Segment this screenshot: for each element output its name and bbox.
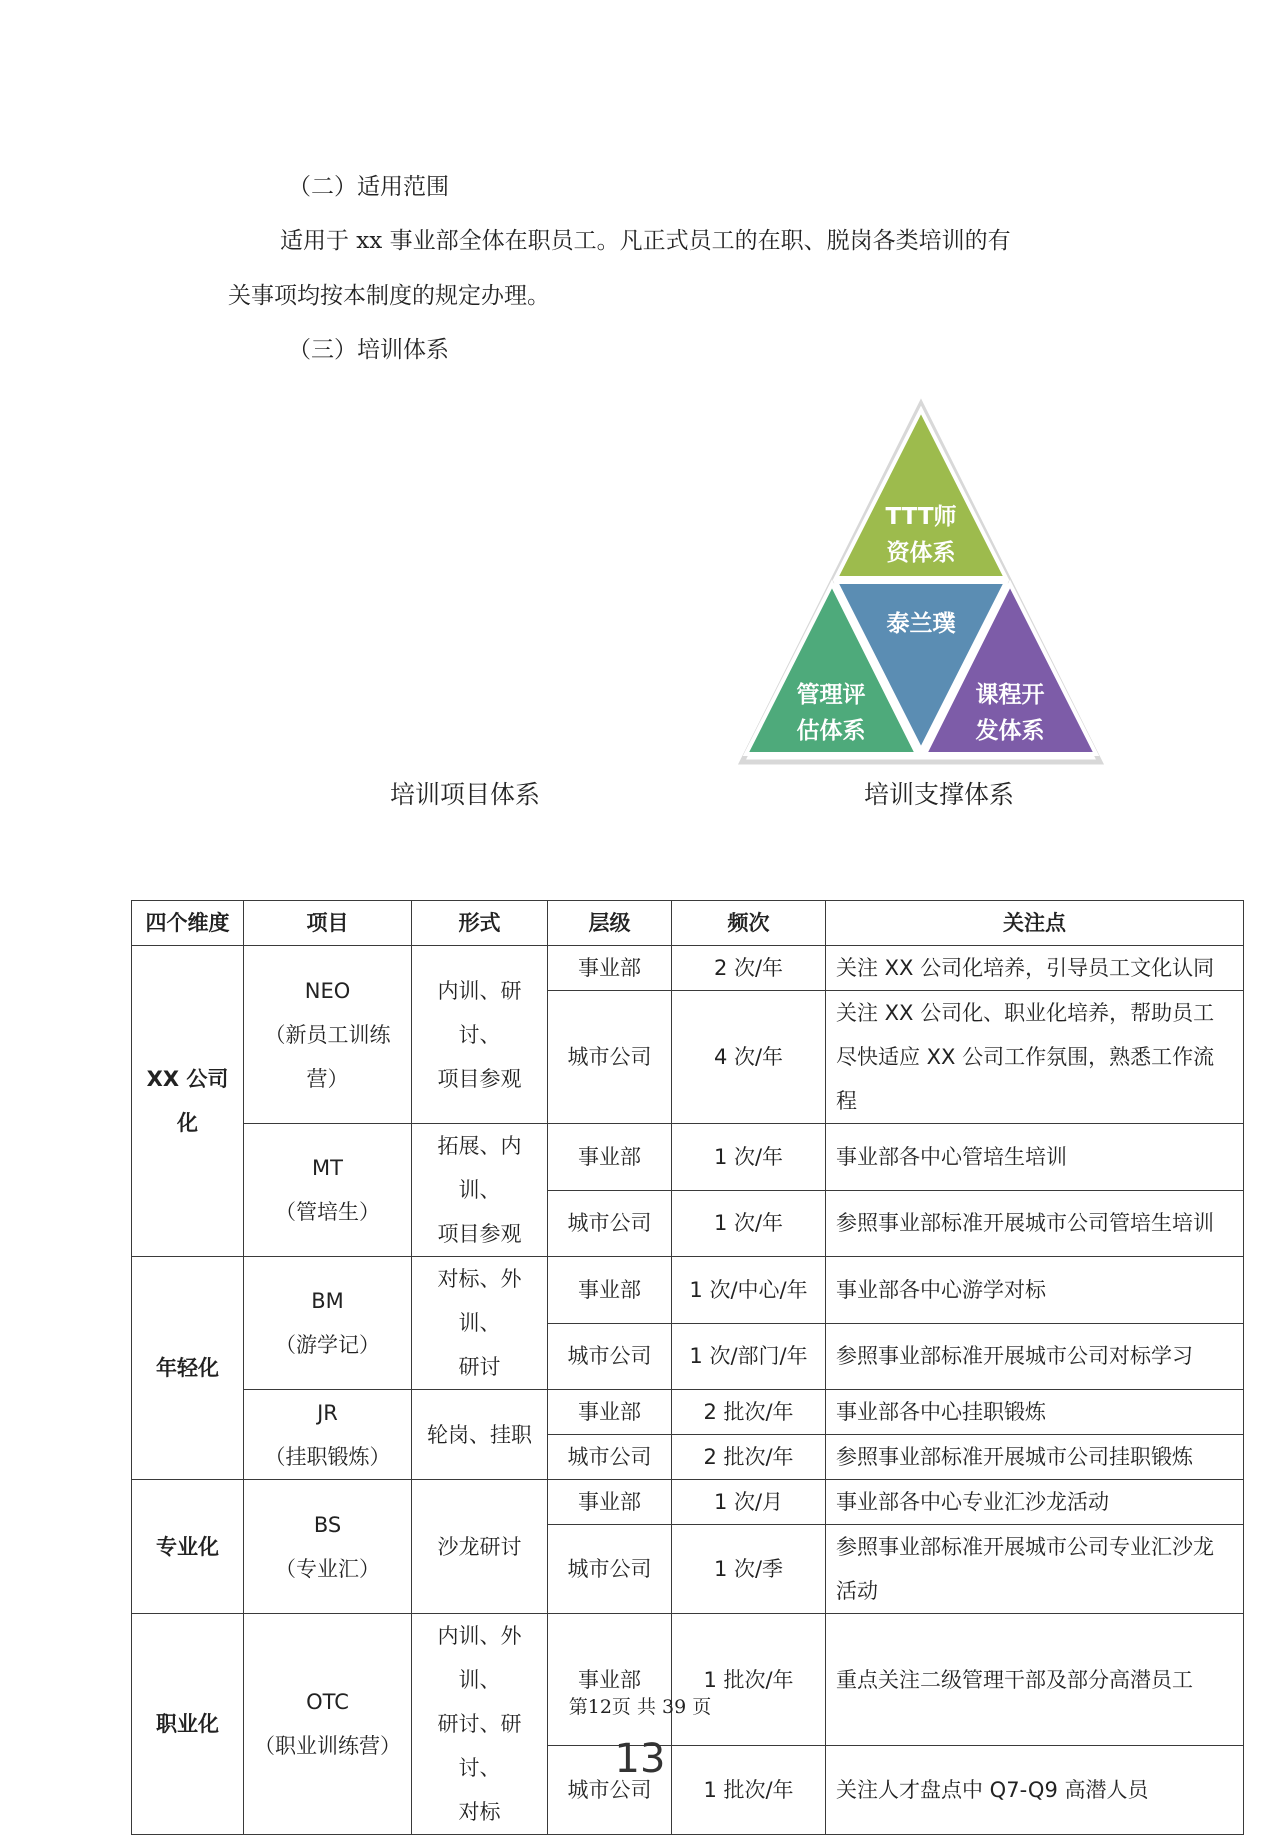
form-cell: 轮岗、挂职 [412, 1390, 548, 1480]
caption-training-support-system: 培训支撑体系 [864, 780, 1015, 809]
form-cell: 对标、外训、 研讨 [412, 1257, 548, 1390]
table-row [132, 946, 1244, 991]
level-cell: 城市公司 [548, 1525, 672, 1614]
caption-training-project-system: 培训项目体系 [390, 780, 541, 809]
level-cell: 城市公司 [548, 1323, 672, 1390]
header-focus: 关注点 [826, 901, 1244, 946]
header-dimension: 四个维度 [132, 901, 244, 946]
frequency-cell: 2 次/年 [672, 946, 826, 991]
dimension-cell: 年轻化 [132, 1257, 244, 1480]
form-cell: 沙龙研讨 [412, 1480, 548, 1614]
level-cell: 事业部 [548, 1390, 672, 1435]
form-cell: 拓展、内训、 项目参观 [412, 1124, 548, 1257]
pyramid-center-label: 泰兰璞 [886, 611, 956, 637]
project-cell: BM （游学记） [244, 1257, 412, 1390]
pyramid-right-label-1: 课程开 [975, 682, 1045, 708]
pyramid-top-label-1: TTT师 [885, 504, 957, 530]
focus-cell: 关注人才盘点中 Q7-Q9 高潜人员 [826, 1746, 1244, 1835]
page-footer-text: 第12页 共 39 页 [568, 1696, 712, 1718]
training-support-pyramid [736, 398, 1106, 768]
frequency-cell: 1 次/年 [672, 1124, 826, 1191]
project-cell: NEO （新员工训练 营） [244, 946, 412, 1124]
focus-cell: 事业部各中心管培生培训 [826, 1124, 1244, 1191]
pyramid-left-label-2: 估体系 [796, 718, 866, 744]
focus-cell: 参照事业部标准开展城市公司管培生培训 [826, 1190, 1244, 1257]
level-cell: 事业部 [548, 1257, 672, 1324]
table-header-row [132, 901, 1244, 946]
level-cell: 城市公司 [548, 1435, 672, 1480]
table-row [132, 1257, 1244, 1324]
level-cell: 城市公司 [548, 1190, 672, 1257]
dimension-cell: 职业化 [132, 1614, 244, 1835]
table-row [132, 1614, 1244, 1746]
focus-cell: 重点关注二级管理干部及部分高潜员工 [826, 1614, 1244, 1746]
section-2-line-2: 关事项均按本制度的规定办理。 [228, 283, 550, 309]
section-3-heading: （三）培训体系 [288, 337, 449, 363]
frequency-cell: 1 次/月 [672, 1480, 826, 1525]
section-2-heading: （二）适用范围 [288, 174, 449, 200]
form-cell: 内训、外训、 研讨、研讨、 对标 [412, 1614, 548, 1835]
focus-cell: 事业部各中心专业汇沙龙活动 [826, 1480, 1244, 1525]
form-cell: 内训、研讨、 项目参观 [412, 946, 548, 1124]
dimension-cell: 专业化 [132, 1480, 244, 1614]
frequency-cell: 4 次/年 [672, 991, 826, 1124]
header-project: 项目 [244, 901, 412, 946]
frequency-cell: 1 次/中心/年 [672, 1257, 826, 1324]
section-2-line-1: 适用于 xx 事业部全体在职员工。凡正式员工的在职、脱岗各类培训的有 [280, 228, 1011, 254]
focus-cell: 参照事业部标准开展城市公司专业汇沙龙 活动 [826, 1525, 1244, 1614]
project-cell: JR （挂职锻炼） [244, 1390, 412, 1480]
dimension-cell: XX 公司化 [132, 946, 244, 1257]
header-frequency: 频次 [672, 901, 826, 946]
focus-cell: 事业部各中心游学对标 [826, 1257, 1244, 1324]
frequency-cell: 1 次/部门/年 [672, 1323, 826, 1390]
table-row [132, 1390, 1244, 1435]
pyramid-top-label-2: 资体系 [886, 540, 956, 566]
level-cell: 城市公司 [548, 1746, 672, 1835]
level-cell: 事业部 [548, 1124, 672, 1191]
level-cell: 事业部 [548, 1614, 672, 1746]
frequency-cell: 2 批次/年 [672, 1390, 826, 1435]
focus-cell: 关注 XX 公司化、职业化培养，帮助员工 尽快适应 XX 公司工作氛围，熟悉工作流 程 [826, 991, 1244, 1124]
level-cell: 事业部 [548, 946, 672, 991]
table-row [132, 1124, 1244, 1191]
frequency-cell: 2 批次/年 [672, 1435, 826, 1480]
frequency-cell: 1 次/年 [672, 1190, 826, 1257]
project-cell: BS （专业汇） [244, 1480, 412, 1614]
level-cell: 事业部 [548, 1480, 672, 1525]
project-cell: OTC （职业训练营） [244, 1614, 412, 1835]
header-level: 层级 [548, 901, 672, 946]
frequency-cell: 1 批次/年 [672, 1746, 826, 1835]
page-number: 13 [614, 1736, 666, 1782]
focus-cell: 参照事业部标准开展城市公司挂职锻炼 [826, 1435, 1244, 1480]
header-form: 形式 [412, 901, 548, 946]
focus-cell: 关注 XX 公司化培养，引导员工文化认同 [826, 946, 1244, 991]
table-row [132, 1480, 1244, 1525]
project-cell: MT （管培生） [244, 1124, 412, 1257]
focus-cell: 参照事业部标准开展城市公司对标学习 [826, 1323, 1244, 1390]
frequency-cell: 1 批次/年 [672, 1614, 826, 1746]
pyramid-left-label-1: 管理评 [796, 682, 866, 708]
frequency-cell: 1 次/季 [672, 1525, 826, 1614]
focus-cell: 事业部各中心挂职锻炼 [826, 1390, 1244, 1435]
level-cell: 城市公司 [548, 991, 672, 1124]
pyramid-right-label-2: 发体系 [975, 718, 1045, 744]
